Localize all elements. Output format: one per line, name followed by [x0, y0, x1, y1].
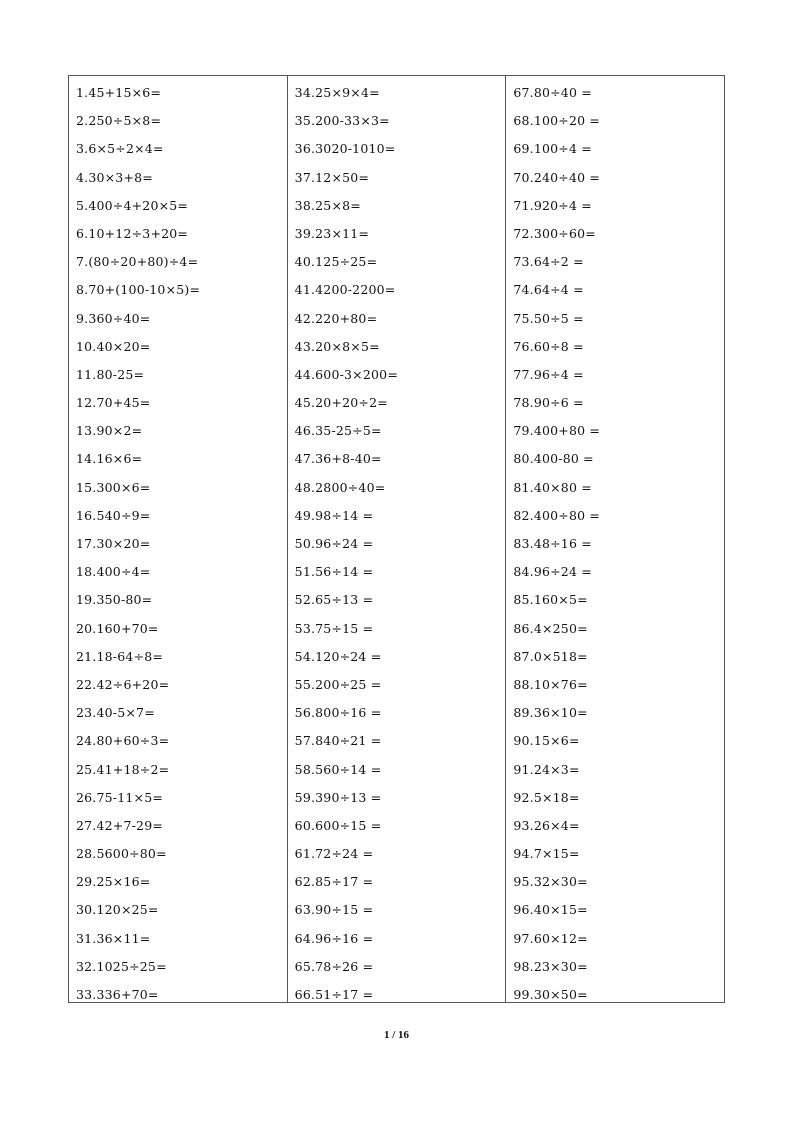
math-problem: 3.6×5÷2×4= [76, 141, 164, 157]
math-problem: 59.390÷13 = [294, 789, 382, 805]
math-problem: 81.40×80 = [513, 479, 592, 495]
math-problem: 45.20+20÷2= [294, 395, 388, 411]
math-problem: 47.36+8-40= [294, 451, 382, 467]
math-problem: 67.80÷40 = [513, 85, 592, 100]
math-problem: 42.220+80= [294, 310, 378, 326]
math-problem: 80.400-80 = [513, 451, 594, 467]
math-problem: 39.23×11= [294, 225, 370, 241]
math-problem: 33.336+70= [76, 987, 159, 1002]
problem-column-2 [287, 76, 506, 1002]
math-problem: 8.70+(100-10×5)= [76, 282, 201, 298]
math-problem: 41.4200-2200= [294, 282, 396, 298]
math-problem: 28.5600÷80= [76, 846, 167, 862]
math-problem: 40.125÷25= [294, 254, 378, 270]
math-problem: 1.45+15×6= [76, 85, 162, 100]
math-problem: 95.32×30= [513, 874, 588, 890]
math-problem: 54.120÷24 = [294, 648, 382, 664]
math-problem: 87.0×518= [513, 648, 588, 664]
math-problem: 84.96÷24 = [513, 564, 592, 580]
math-problem: 48.2800÷40= [294, 479, 386, 495]
math-problem: 11.80-25= [76, 366, 145, 382]
math-problem: 17.30×20= [76, 536, 151, 551]
math-problem: 13.90×2= [76, 423, 143, 439]
math-problem: 76.60÷8 = [513, 338, 584, 354]
math-problem: 98.23×30= [513, 958, 588, 974]
math-problem: 29.25×16= [76, 874, 151, 890]
math-problem: 27.42+7-29= [76, 817, 164, 833]
math-problem: 63.90÷15 = [294, 902, 374, 918]
math-problem: 75.50÷5 = [513, 310, 584, 326]
math-problem: 99.30×50= [513, 987, 588, 1002]
math-problem: 62.85÷17 = [294, 874, 374, 890]
math-problem: 20.160+70= [76, 620, 159, 636]
math-problem: 4.30×3+8= [76, 169, 153, 185]
math-problem: 9.360÷40= [76, 310, 151, 326]
math-problem: 6.10+12÷3+20= [76, 225, 189, 241]
math-problem: 49.98÷14 = [294, 507, 374, 523]
math-problem: 15.300×6= [76, 479, 151, 495]
math-problem: 12.70+45= [76, 395, 151, 411]
math-problem: 85.160×5= [513, 592, 588, 608]
math-problem: 88.10×76= [513, 676, 588, 692]
math-problem: 44.600-3×200= [294, 366, 398, 382]
math-problem: 50.96÷24 = [294, 536, 374, 551]
math-problem: 83.48÷16 = [513, 536, 592, 551]
math-problem: 53.75÷15 = [294, 620, 374, 636]
math-problem: 25.41+18÷2= [76, 761, 170, 777]
math-problem: 70.240÷40 = [513, 169, 601, 185]
problem-column-3 [505, 76, 724, 1002]
math-problem: 22.42÷6+20= [76, 676, 170, 692]
math-problem: 97.60×12= [513, 930, 588, 946]
math-problem: 51.56÷14 = [294, 564, 374, 580]
math-problem: 24.80+60÷3= [76, 733, 170, 749]
math-problem: 91.24×3= [513, 761, 580, 777]
math-problem: 46.35-25÷5= [294, 423, 382, 439]
math-problem: 86.4×250= [513, 620, 588, 636]
math-problem: 34.25×9×4= [294, 85, 380, 100]
math-problem: 74.64÷4 = [513, 282, 584, 298]
math-problem: 36.3020-1010= [294, 141, 396, 157]
math-problem: 90.15×6= [513, 733, 580, 749]
math-problem: 38.25×8= [294, 197, 361, 213]
math-problem: 93.26×4= [513, 817, 580, 833]
math-problem: 96.40×15= [513, 902, 588, 918]
math-problem: 14.16×6= [76, 451, 143, 467]
math-problem: 56.800÷16 = [294, 705, 382, 721]
math-problem: 77.96÷4 = [513, 366, 584, 382]
math-problem: 10.40×20= [76, 338, 151, 354]
math-problem: 60.600÷15 = [294, 817, 382, 833]
math-problem: 61.72÷24 = [294, 846, 374, 862]
math-problem: 79.400+80 = [513, 423, 601, 439]
math-problem: 37.12×50= [294, 169, 370, 185]
math-problem: 5.400÷4+20×5= [76, 197, 189, 213]
math-problem: 43.20×8×5= [294, 338, 380, 354]
math-problem: 64.96÷16 = [294, 930, 374, 946]
math-problem: 78.90÷6 = [513, 395, 584, 411]
math-problem: 82.400÷80 = [513, 507, 601, 523]
math-problem: 2.250÷5×8= [76, 113, 162, 129]
math-problem: 30.120×25= [76, 902, 159, 918]
math-problem: 52.65÷13 = [294, 592, 374, 608]
problem-table [68, 75, 725, 1003]
math-problem: 55.200÷25 = [294, 676, 382, 692]
math-problem: 92.5×18= [513, 789, 580, 805]
math-problem: 31.36×11= [76, 930, 151, 946]
math-problem: 72.300÷60= [513, 225, 596, 241]
math-problem: 35.200-33×3= [294, 113, 390, 129]
math-problem: 65.78÷26 = [294, 958, 374, 974]
math-problem: 26.75-11×5= [76, 789, 164, 805]
math-problem: 18.400÷4= [76, 564, 151, 580]
math-problem: 7.(80÷20+80)÷4= [76, 254, 199, 270]
math-problem: 68.100÷20 = [513, 113, 601, 129]
math-problem: 58.560÷14 = [294, 761, 382, 777]
math-problem: 19.350-80= [76, 592, 153, 608]
math-problem: 71.920÷4 = [513, 197, 592, 213]
math-problem: 73.64÷2 = [513, 254, 584, 270]
problem-column-1 [69, 76, 287, 1002]
math-problem: 94.7×15= [513, 846, 580, 862]
math-problem: 89.36×10= [513, 705, 588, 721]
math-problem: 23.40-5×7= [76, 705, 155, 721]
math-problem: 16.540÷9= [76, 507, 151, 523]
math-problem: 32.1025÷25= [76, 958, 167, 974]
math-problem: 57.840÷21 = [294, 733, 382, 749]
math-problem: 21.18-64÷8= [76, 648, 164, 664]
page-number: 1 / 16 [383, 1029, 410, 1041]
math-problem: 66.51÷17 = [294, 987, 374, 1002]
math-problem: 69.100÷4 = [513, 141, 592, 157]
